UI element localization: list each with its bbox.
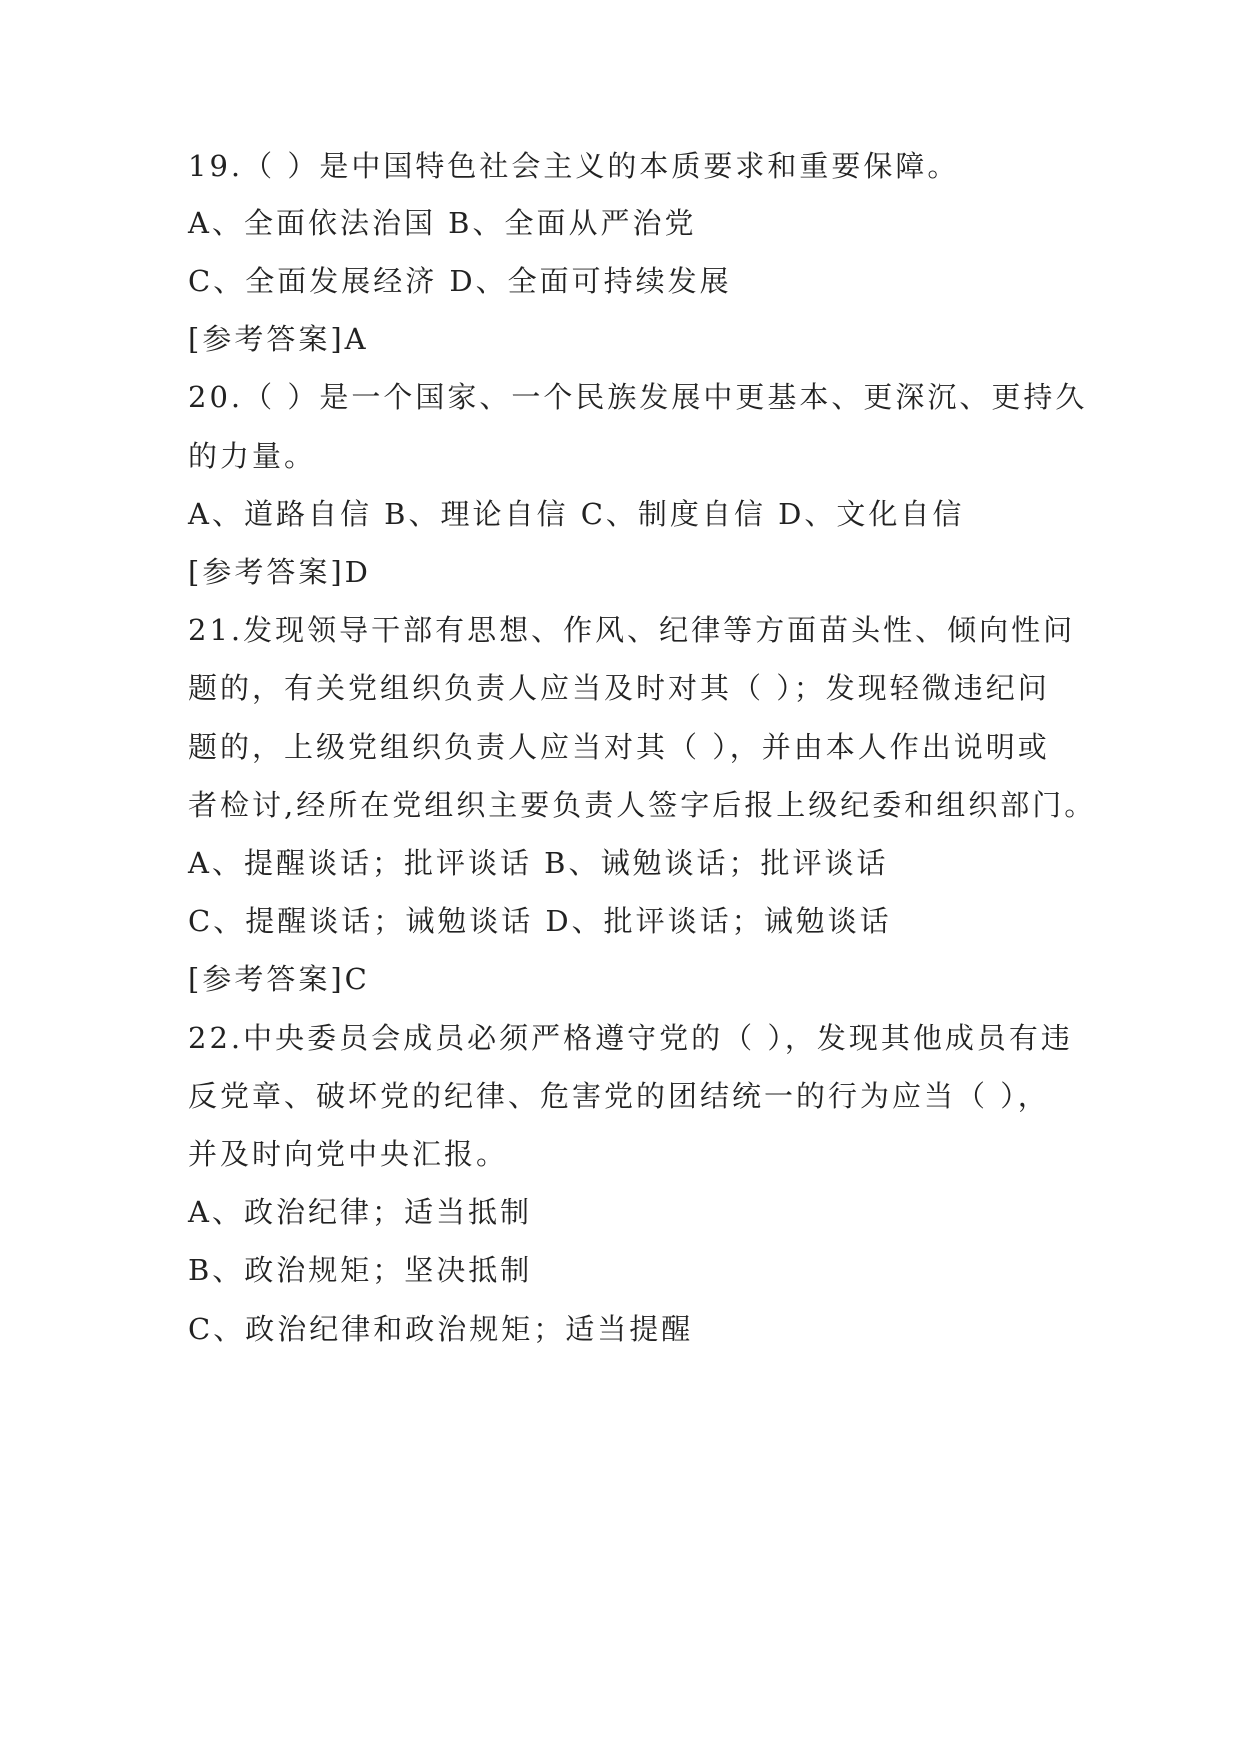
question-22-option-b: B、政治规矩；坚决抵制 <box>188 1253 533 1287</box>
question-22-stem-line-3: 并及时向党中央汇报。 <box>188 1137 509 1171</box>
question-22-stem-line-1: 22.中央委员会成员必须严格遵守党的（ ），发现其他成员有违 <box>188 1021 1073 1055</box>
question-19-answer: [参考答案]A <box>188 322 369 356</box>
question-19-options-cd: C、全面发展经济 D、全面可持续发展 <box>188 264 732 298</box>
question-21-options-cd: C、提醒谈话；诫勉谈话 D、批评谈话；诫勉谈话 <box>188 904 892 938</box>
question-21-answer: [参考答案]C <box>188 962 370 996</box>
question-19-stem: 19.（ ）是中国特色社会主义的本质要求和重要保障。 <box>188 149 960 183</box>
question-21-stem-line-2: 题的，有关党组织负责人应当及时对其（ ）；发现轻微违纪问 <box>188 671 1050 705</box>
question-21-stem-line-3: 题的，上级党组织负责人应当对其（ ），并由本人作出说明或 <box>188 730 1050 764</box>
question-20-options: A、道路自信 B、理论自信 C、制度自信 D、文化自信 <box>188 497 965 531</box>
question-21-stem-line-4: 者检讨,经所在党组织主要负责人签字后报上级纪委和组织部门。 <box>188 788 1097 822</box>
question-21-stem-line-1: 21.发现领导干部有思想、作风、纪律等方面苗头性、倾向性问 <box>188 613 1076 647</box>
question-22-stem-line-2: 反党章、破坏党的纪律、危害党的团结统一的行为应当（ ）， <box>188 1079 1050 1113</box>
question-21-options-ab: A、提醒谈话；批评谈话 B、诫勉谈话；批评谈话 <box>188 846 889 880</box>
question-20-stem-line-1: 20.（ ）是一个国家、一个民族发展中更基本、更深沉、更持久 <box>188 380 1088 414</box>
question-22-option-a: A、政治纪律；适当抵制 <box>188 1195 532 1229</box>
question-22-option-c: C、政治纪律和政治规矩；适当提醒 <box>188 1312 694 1346</box>
question-19-options-ab: A、全面依法治国 B、全面从严治党 <box>188 206 697 240</box>
question-20-stem-line-2: 的力量。 <box>188 439 317 473</box>
question-20-answer: [参考答案]D <box>188 555 371 589</box>
